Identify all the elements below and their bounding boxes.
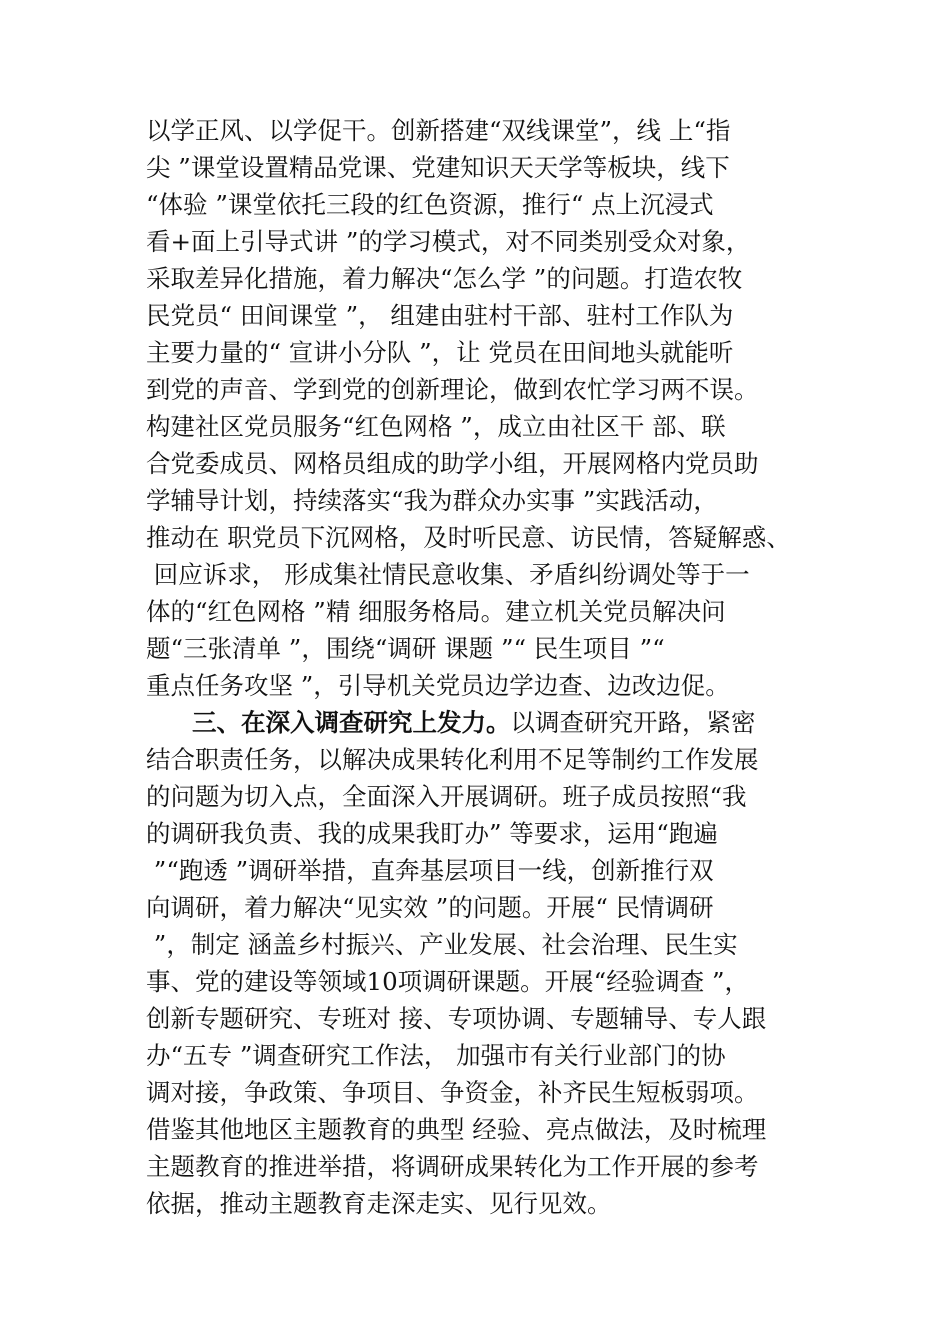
text-line: 结合职责任务，以解决成果转化利用不足等制约工作发展 <box>146 745 759 774</box>
section-3-heading: 三、在深入调查研究上发力。 <box>192 708 511 737</box>
text-line: 推动在 职党员下沉网格，及时听民意、访民情，答疑解惑、 <box>146 523 791 552</box>
text-line: 主题教育的推进举措，将调研成果转化为工作开展的参考 <box>146 1152 759 1181</box>
document-body <box>146 112 826 1222</box>
text-line: 的问题为切入点，全面深入开展调研。班子成员按照“我 <box>146 782 747 811</box>
text-line: 构建社区党员服务“红色网格 ”，成立由社区干 部、联 <box>146 412 726 441</box>
text-line: 事、党的建设等领域10项调研课题。开展“经验调查 ”， <box>146 967 750 996</box>
text-line: 借鉴其他地区主题教育的典型 经验、亮点做法，及时梳理 <box>146 1115 767 1144</box>
text-line: 创新专题研究、专班对 接、专项协调、专题辅导、专人跟 <box>146 1004 767 1033</box>
text-line: 看+面上引导式讲 ”的学习模式，对不同类别受众对象， <box>146 227 751 256</box>
text-line: 办“五专 ”调查研究工作法， 加强市有关行业部门的协 <box>146 1041 726 1070</box>
text-line: 民党员“ 田间课堂 ”， 组建由驻村干部、驻村工作队为 <box>146 301 734 330</box>
text-line: 尖 ”课堂设置精品党课、党建知识天天学等板块，线下 <box>146 153 730 182</box>
text-line: 合党委成员、网格员组成的助学小组，开展网格内党员助 <box>146 449 759 478</box>
text-line: 主要力量的“ 宣讲小分队 ”，让 党员在田间地头就能听 <box>146 338 734 367</box>
text-line: ”，制定 涵盖乡村振兴、产业发展、社会治理、民生实 <box>146 930 738 959</box>
text-line: 依据，推动主题教育走深走实、见行见效。 <box>146 1189 612 1218</box>
text-line: 以学正风、以学促干。创新搭建“双线课堂”，线 上“指 <box>146 116 731 145</box>
text-line: 回应诉求， 形成集社情民意收集、矛盾纠纷调处等于一 <box>146 560 750 589</box>
text-line: 重点任务攻坚 ”，引导机关党员边学边查、边改边促。 <box>146 671 730 700</box>
text-line: 的调研我负责、我的成果我盯办” 等要求，运用“跑遍 <box>146 819 718 848</box>
text-line: 体的“红色网格 ”精 细服务格局。建立机关党员解决问 <box>146 597 726 626</box>
text-line: 向调研，着力解决“见实效 ”的问题。开展“ 民情调研 <box>146 893 714 922</box>
text-line: 采取差异化措施，着力解决“怎么学 ”的问题。打造农牧 <box>146 264 743 293</box>
section-3-first-line-text: 以调查研究开路，紧密 <box>510 708 756 737</box>
text-line: ”“跑透 ”调研举措，直奔基层项目一线，创新推行双 <box>146 856 714 885</box>
section-3-first-line <box>146 704 826 741</box>
text-line: 学辅导计划，持续落实“我为群众办实事 ”实践活动， <box>146 486 718 515</box>
text-line: 题“三张清单 ”，围绕“调研 课题 ”“ 民生项目 ”“ <box>146 634 665 663</box>
text-line: 到党的声音、学到党的创新理论，做到农忙学习两不误。 <box>146 375 759 404</box>
text-line: 调对接，争政策、争项目、争资金，补齐民生短板弱项。 <box>146 1078 759 1107</box>
text-line: “体验 ”课堂依托三段的红色资源，推行“ 点上沉浸式 <box>146 190 714 219</box>
